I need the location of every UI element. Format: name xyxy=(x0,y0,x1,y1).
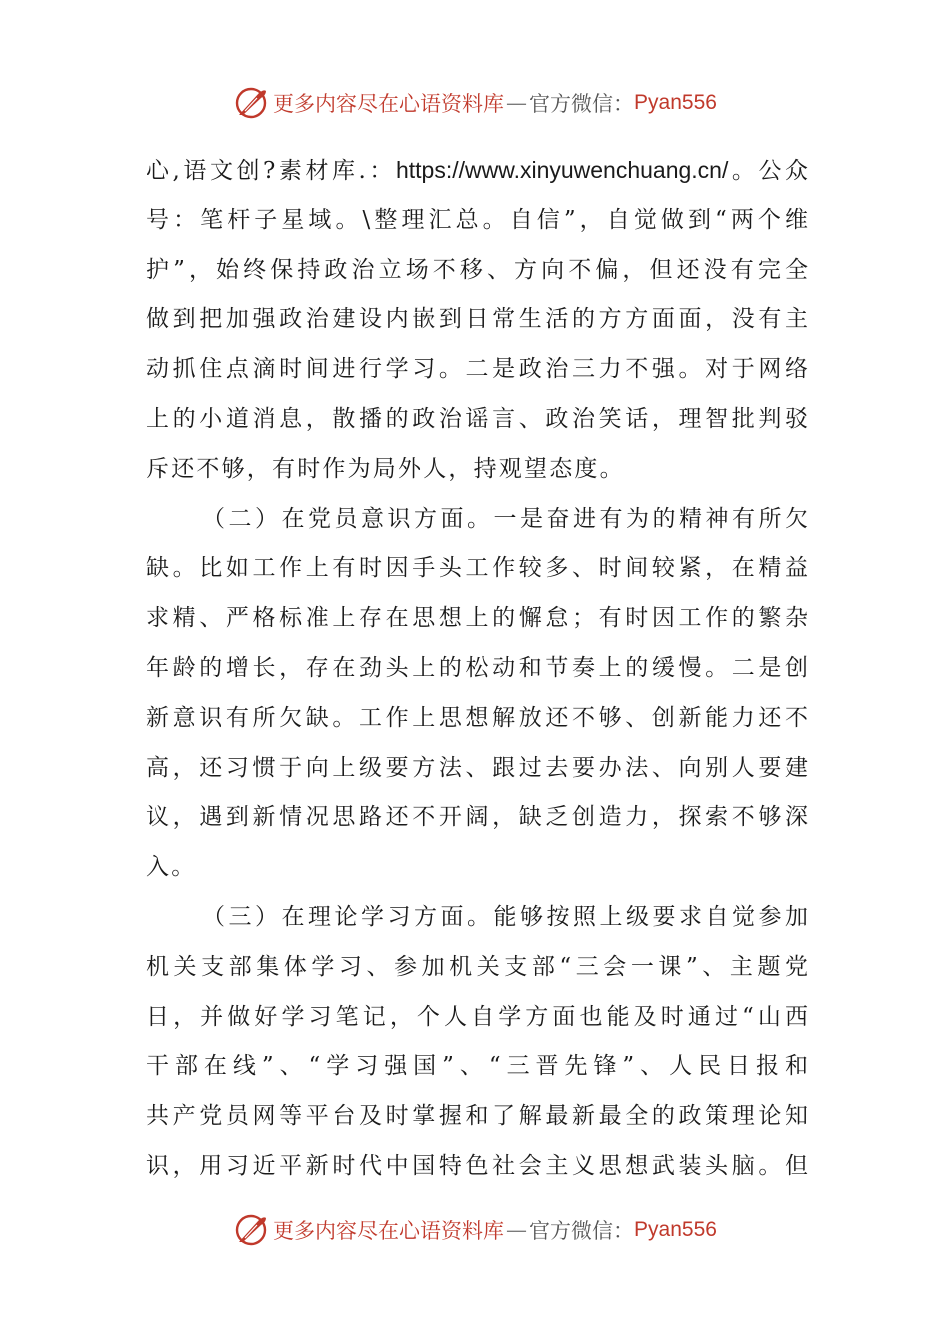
text-line: 议，遇到新情况思路还不开阔，缺乏创造力，探索不够深 xyxy=(146,804,808,831)
text-line: 护”，始终保持政治立场不移、方向不偏，但还没有完全 xyxy=(146,256,808,283)
header-banner xyxy=(0,83,950,123)
text-line: 斥还不够，有时作为局外人，持观望态度。 xyxy=(146,455,625,482)
text-line: 入。 xyxy=(146,854,197,881)
paragraph-heading-2: （二）在党员意识方面。一是奋进有为的精神有所欠 xyxy=(202,505,808,532)
text-line: 号：笔杆子星域。\整理汇总。自信”，自觉做到“两个维 xyxy=(146,206,808,233)
source-url: https://www.xinyuwenchuang.cn/ xyxy=(395,157,729,183)
header-dash: — xyxy=(506,91,528,115)
footer-banner xyxy=(0,1210,950,1250)
text-line: 干部在线”、“学习强国”、“三晋先锋”、人民日报和 xyxy=(146,1053,808,1080)
text-line: 动抓住点滴时间进行学习。二是政治三力不强。对于网络 xyxy=(146,356,808,383)
text-line: 缺。比如工作上有时因手头工作较多、时间较紧，在精益 xyxy=(146,555,808,582)
footer-wechat-label: 官方微信： xyxy=(529,1219,635,1243)
quill-pen-logo-icon xyxy=(233,1212,269,1248)
document-body xyxy=(146,146,808,1192)
text-line: 年龄的增长，存在劲头上的松动和节奏上的缓慢。二是创 xyxy=(146,654,808,681)
text-line: 机关支部集体学习、参加机关支部“三会一课”、主题党 xyxy=(146,953,808,980)
footer-wechat-id: Pyan556 xyxy=(634,1218,717,1241)
text-line: 新意识有所欠缺。工作上思想解放还不够、创新能力还不 xyxy=(146,704,808,731)
first-line-lead: 心,语文创?素材库.： xyxy=(146,158,396,184)
text-line: 高，还习惯于向上级要方法、跟过去要办法、向别人要建 xyxy=(146,754,808,781)
text-line: 识，用习近平新时代中国特色社会主义思想武装头脑。但 xyxy=(146,1152,808,1179)
text-line: 日，并做好学习笔记，个人自学方面也能及时通过“山西 xyxy=(146,1003,808,1030)
footer-main-text: 更多内容尽在心语资料库 xyxy=(273,1219,505,1243)
first-line-tail: 。公众 xyxy=(728,158,808,184)
header-wechat-id: Pyan556 xyxy=(634,91,717,114)
quill-pen-logo-icon xyxy=(233,85,269,121)
text-line: 求精、严格标准上存在思想上的懈怠；有时因工作的繁杂 xyxy=(146,605,808,632)
footer-dash: — xyxy=(506,1218,528,1242)
text-line xyxy=(146,146,808,196)
header-wechat-label: 官方微信： xyxy=(529,92,635,116)
text-line: 共产党员网等平台及时掌握和了解最新最全的政策理论知 xyxy=(146,1103,808,1130)
text-line: 做到把加强政治建设内嵌到日常生活的方方面面，没有主 xyxy=(146,306,808,333)
text-line: 上的小道消息，散播的政治谣言、政治笑话，理智批判驳 xyxy=(146,405,808,432)
header-main-text: 更多内容尽在心语资料库 xyxy=(273,92,505,116)
paragraph-heading-3: （三）在理论学习方面。能够按照上级要求自觉参加 xyxy=(202,903,808,930)
